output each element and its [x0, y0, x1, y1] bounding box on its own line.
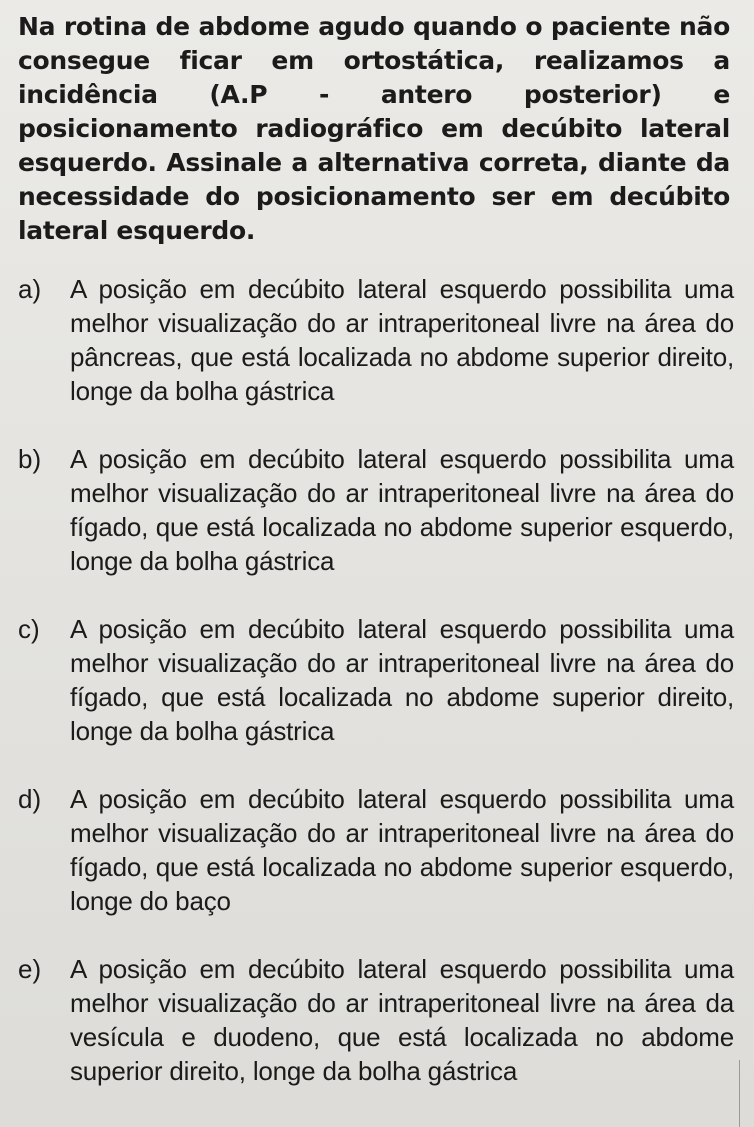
answer-options	[18, 272, 734, 1122]
option-text: A posição em decúbito lateral esquerdo possibilita uma melhor visualização do ar intraperitoneal livre na área do fígado, que está localizada no abdome superior esquerdo, longe da bolha gástrica	[70, 444, 734, 576]
page-edge-line	[739, 1060, 740, 1127]
option-a[interactable]	[18, 272, 734, 442]
option-text: A posição em decúbito lateral esquerdo possibilita uma melhor visualização do ar intraperitoneal livre na área do fígado, que está localizada no abdome superior direito, longe da bolha gástrica	[70, 614, 734, 746]
option-letter: c)	[18, 614, 40, 644]
option-e[interactable]	[18, 952, 734, 1122]
option-letter: d)	[18, 784, 42, 814]
option-c[interactable]	[18, 612, 734, 782]
option-text: A posição em decúbito lateral esquerdo possibilita uma melhor visualização do ar intraperitoneal livre na área do fígado, que está localizada no abdome superior esquerdo, longe do baço	[70, 784, 734, 916]
option-d[interactable]	[18, 782, 734, 952]
option-text: A posição em decúbito lateral esquerdo possibilita uma melhor visualização do ar intraperitoneal livre na área da vesícula e duodeno, que está localizada no abdome superior direito, longe da bolha gástrica	[70, 954, 734, 1086]
question-stem: Na rotina de abdome agudo quando o paciente não consegue ficar em ortostática, realizamos a incidência (A.P - antero posterior) e posicionamento radiográfico em decúbito lateral esquerdo. Assinale a alternativa correta, diante da necessidade do posicionamento ser em decúbito lateral esquerdo.	[18, 12, 730, 245]
option-b[interactable]	[18, 442, 734, 612]
option-letter: e)	[18, 954, 42, 984]
option-letter: a)	[18, 274, 42, 304]
option-text: A posição em decúbito lateral esquerdo possibilita uma melhor visualização do ar intraperitoneal livre na área do pâncreas, que está localizada no abdome superior direito, longe da bolha gástrica	[70, 274, 734, 406]
option-letter: b)	[18, 444, 42, 474]
